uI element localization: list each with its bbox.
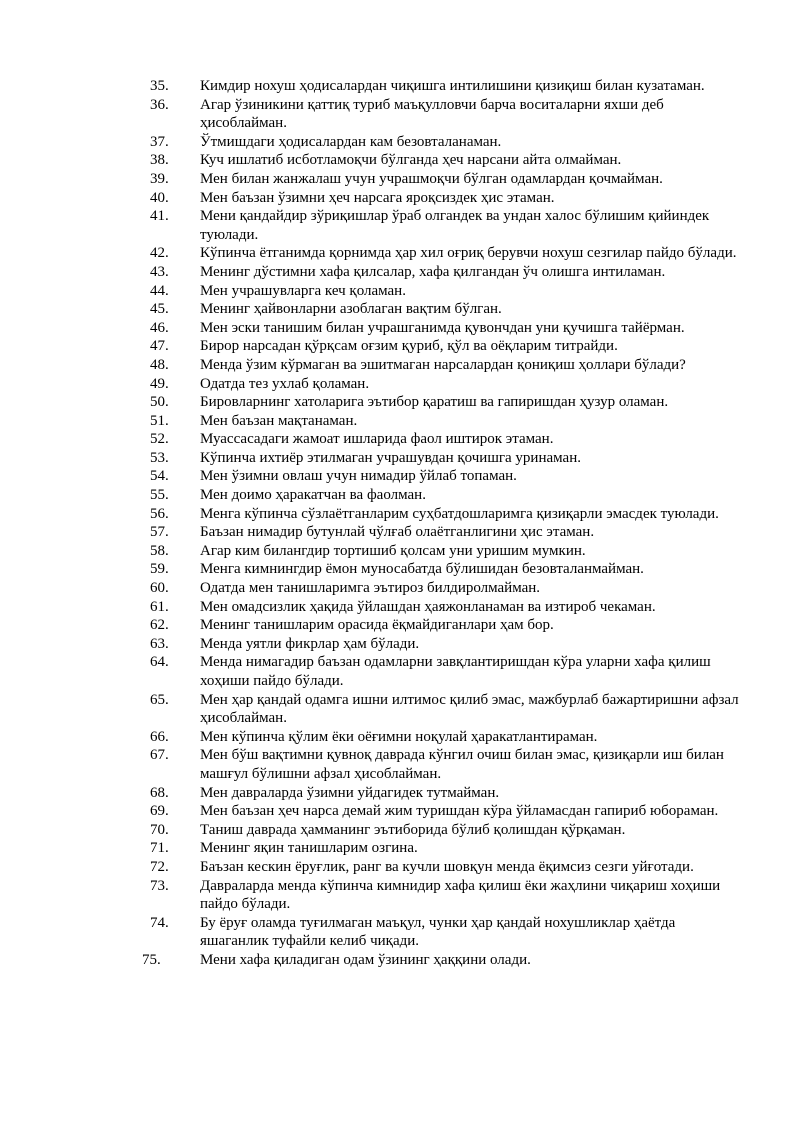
item-number: 51.: [150, 412, 169, 429]
item-text: Бировларнинг хатоларига эътибор қаратиш ва гапиришдан ҳузур оламан.: [200, 394, 669, 411]
item-text: Бирор нарсадан қўрқсам оғзим қуриб, қўл ва оёқларим титрайди.: [200, 338, 618, 355]
item-text: Менга кимнингдир ёмон муносабатда бўлишидан безовталанмайман.: [200, 561, 644, 578]
list-item: [0, 579, 800, 598]
item-number: 72.: [150, 858, 169, 875]
list-item: [0, 486, 800, 505]
item-text: Мен бўш вақтимни қувноқ даврада кўнгил очиш билан эмас, қизиқарли иш билан машғул бўлишни афзал ҳисоблайман.: [200, 747, 724, 782]
list-item: [0, 319, 800, 338]
item-number: 65.: [150, 691, 169, 708]
item-number: 40.: [150, 189, 169, 206]
item-text: Агар ўзиникини қаттиқ туриб маъқулловчи барча воситаларни яхши деб ҳисоблайман.: [200, 96, 664, 132]
list-item: [0, 691, 800, 728]
item-text: Кўпинча ётганимда қорнимда ҳар хил оғриқ берувчи нохуш сезгилар пайдо бўлади.: [200, 245, 737, 262]
item-text: Менда нимагадир баъзан одамларни завқлантиришдан кўра уларни хафа қилиш хоҳиши пайдо бўлади.: [200, 654, 711, 689]
list-item: [0, 653, 800, 690]
item-number: 64.: [150, 654, 169, 671]
item-number: 45.: [150, 301, 169, 318]
list-item: [0, 151, 800, 170]
list-item: [0, 282, 800, 301]
item-text: Баъзан кескин ёруғлик, ранг ва кучли шовқун менда ёқимсиз сезги уйғотади.: [200, 858, 694, 875]
list-item: [0, 449, 800, 468]
item-number: 71.: [150, 840, 169, 857]
list-item: [0, 77, 800, 96]
item-text: Давраларда менда кўпинча кимнидир хафа қилиш ёки жаҳлини чиқариш хоҳиши пайдо бўлади.: [200, 877, 721, 913]
item-number: 49.: [150, 375, 169, 392]
list-item: [0, 263, 800, 282]
item-number: 59.: [150, 561, 169, 578]
item-text: Мен баъзан ўзимни ҳеч нарсага яроқсиздек ҳис этаман.: [200, 189, 555, 206]
item-number: 63.: [150, 635, 169, 652]
item-number: 50.: [150, 394, 169, 411]
list-item: [0, 337, 800, 356]
item-number: 52.: [150, 431, 169, 448]
item-number: 36.: [150, 96, 169, 113]
item-number: 67.: [150, 747, 169, 764]
list-item: [0, 635, 800, 654]
item-text: Мен ҳар қандай одамга ишни илтимос қилиб эмас, мажбурлаб бажартиришни афзал ҳисоблайман.: [200, 691, 739, 727]
item-number: 70.: [150, 821, 169, 838]
item-text: Менда ўзим кўрмаган ва эшитмаган нарсалардан қониқиш ҳоллари бўлади?: [200, 356, 686, 373]
questionnaire-list: [0, 77, 800, 970]
item-text: Кимдир нохуш ҳодисалардан чиқишга интилишини қизиқиш билан кузатаман.: [200, 78, 705, 94]
item-text: Мен давраларда ўзимни уйдагидек тутмайман.: [200, 784, 500, 801]
item-number: 62.: [150, 617, 169, 634]
item-text: Мен ўзимни овлаш учун нимадир ўйлаб топаман.: [200, 468, 517, 485]
item-text: Мен эски танишим билан учрашганимда қувончдан уни қучишга тайёрман.: [200, 319, 685, 336]
list-item: [0, 951, 800, 970]
list-item: [0, 412, 800, 431]
item-text: Мен баъзан ҳеч нарса демай жим туришдан кўра ўйламасдан гапириб юбораман.: [200, 803, 719, 820]
list-item: [0, 784, 800, 803]
item-text: Мен баъзан мақтанаман.: [200, 412, 358, 429]
item-number: 69.: [150, 803, 169, 820]
list-item: [0, 300, 800, 319]
item-number: 38.: [150, 152, 169, 169]
item-number: 57.: [150, 524, 169, 541]
item-number: 42.: [150, 245, 169, 262]
item-number: 74.: [150, 914, 169, 931]
item-text: Мен учрашувларга кеч қоламан.: [200, 282, 406, 299]
item-text: Менинг ҳайвонларни азоблаган вақтим бўлган.: [200, 301, 502, 318]
item-text: Мени қандайдир зўриқишлар ўраб олгандек ва ундан халос бўлишим қийиндек туюлади.: [200, 208, 710, 243]
list-item: [0, 244, 800, 263]
list-item: [0, 616, 800, 635]
item-number: 53.: [150, 449, 169, 466]
list-item: [0, 821, 800, 840]
list-item: [0, 356, 800, 375]
item-text: Одатда тез ухлаб қоламан.: [200, 375, 370, 392]
item-text: Мен омадсизлик ҳақида ўйлашдан ҳаяжонланаман ва изтироб чекаман.: [200, 598, 656, 615]
list-item: [0, 728, 800, 747]
list-item: [0, 375, 800, 394]
item-text: Менинг дўстимни хафа қилсалар, хафа қилгандан ўч олишга интиламан.: [200, 263, 666, 280]
item-number: 73.: [150, 877, 169, 894]
list-item: [0, 914, 800, 951]
item-number: 46.: [150, 319, 169, 336]
list-item: [0, 189, 800, 208]
item-number: 48.: [150, 356, 169, 373]
item-number: 35.: [150, 78, 169, 94]
item-number: 58.: [150, 542, 169, 559]
list-item: [0, 523, 800, 542]
list-item: [0, 877, 800, 914]
item-text: Куч ишлатиб исботламоқчи бўлганда ҳеч нарсани айта олмайман.: [200, 152, 622, 169]
item-number: 66.: [150, 728, 169, 745]
item-number: 61.: [150, 598, 169, 615]
list-item: [0, 170, 800, 189]
list-item: [0, 802, 800, 821]
item-text: Мен билан жанжалаш учун учрашмоқчи бўлган одамлардан қочмайман.: [200, 170, 663, 187]
list-item: [0, 467, 800, 486]
list-item: [0, 839, 800, 858]
list-item: [0, 858, 800, 877]
item-text: Менинг танишларим орасида ёқмайдиганлари ҳам бор.: [200, 617, 554, 634]
list-item: [0, 393, 800, 412]
list-item: [0, 207, 800, 244]
list-item: [0, 542, 800, 561]
item-text: Муассасадаги жамоат ишларида фаол иштирок этаман.: [200, 431, 554, 448]
item-text: Бу ёруғ оламда туғилмаган маъқул, чунки ҳар қандай нохушликлар ҳаётда яшаганлик туфайли келиб чиқади.: [200, 914, 676, 950]
item-text: Одатда мен танишларимга эътироз билдиролмайман.: [200, 580, 541, 597]
item-number: 44.: [150, 282, 169, 299]
item-number: 37.: [150, 133, 169, 150]
item-text: Ўтмишдаги ҳодисалардан кам безовталанаман.: [200, 133, 502, 150]
item-text: Баъзан нимадир бутунлай чўлғаб олаётганлигини ҳис этаман.: [200, 524, 595, 541]
list-item: [0, 96, 800, 133]
item-number: 75.: [142, 951, 161, 968]
item-number: 54.: [150, 468, 169, 485]
item-number: 39.: [150, 170, 169, 187]
item-text: Таниш даврада ҳамманинг эътиборида бўлиб қолишдан қўрқаман.: [200, 821, 626, 838]
item-text: Кўпинча ихтиёр этилмаган учрашувдан қочишга уринаман.: [200, 449, 581, 466]
item-text: Мен доимо ҳаракатчан ва фаолман.: [200, 487, 426, 504]
item-number: 68.: [150, 784, 169, 801]
item-text: Менда уятли фикрлар ҳам бўлади.: [200, 635, 420, 652]
item-text: Агар ким билангдир тортишиб қолсам уни уришим мумкин.: [200, 542, 586, 559]
item-text: Менинг яқин танишларим озгина.: [200, 840, 418, 857]
item-text: Менга кўпинча сўзлаётганларим суҳбатдошларимга қизиқарли эмасдек туюлади.: [200, 505, 719, 522]
item-number: 55.: [150, 487, 169, 504]
list-item: [0, 598, 800, 617]
list-item: [0, 560, 800, 579]
list-item: [0, 133, 800, 152]
item-number: 43.: [150, 263, 169, 280]
item-number: 47.: [150, 338, 169, 355]
item-number: 60.: [150, 580, 169, 597]
item-number: 56.: [150, 505, 169, 522]
list-item: [0, 746, 800, 783]
list-item: [0, 430, 800, 449]
item-number: 41.: [150, 208, 169, 225]
list-item: [0, 505, 800, 524]
item-text: Мени хафа қиладиган одам ўзининг ҳаққини олади.: [200, 951, 531, 968]
item-text: Мен кўпинча қўлим ёки оёғимни ноқулай ҳаракатлантираман.: [200, 728, 598, 745]
